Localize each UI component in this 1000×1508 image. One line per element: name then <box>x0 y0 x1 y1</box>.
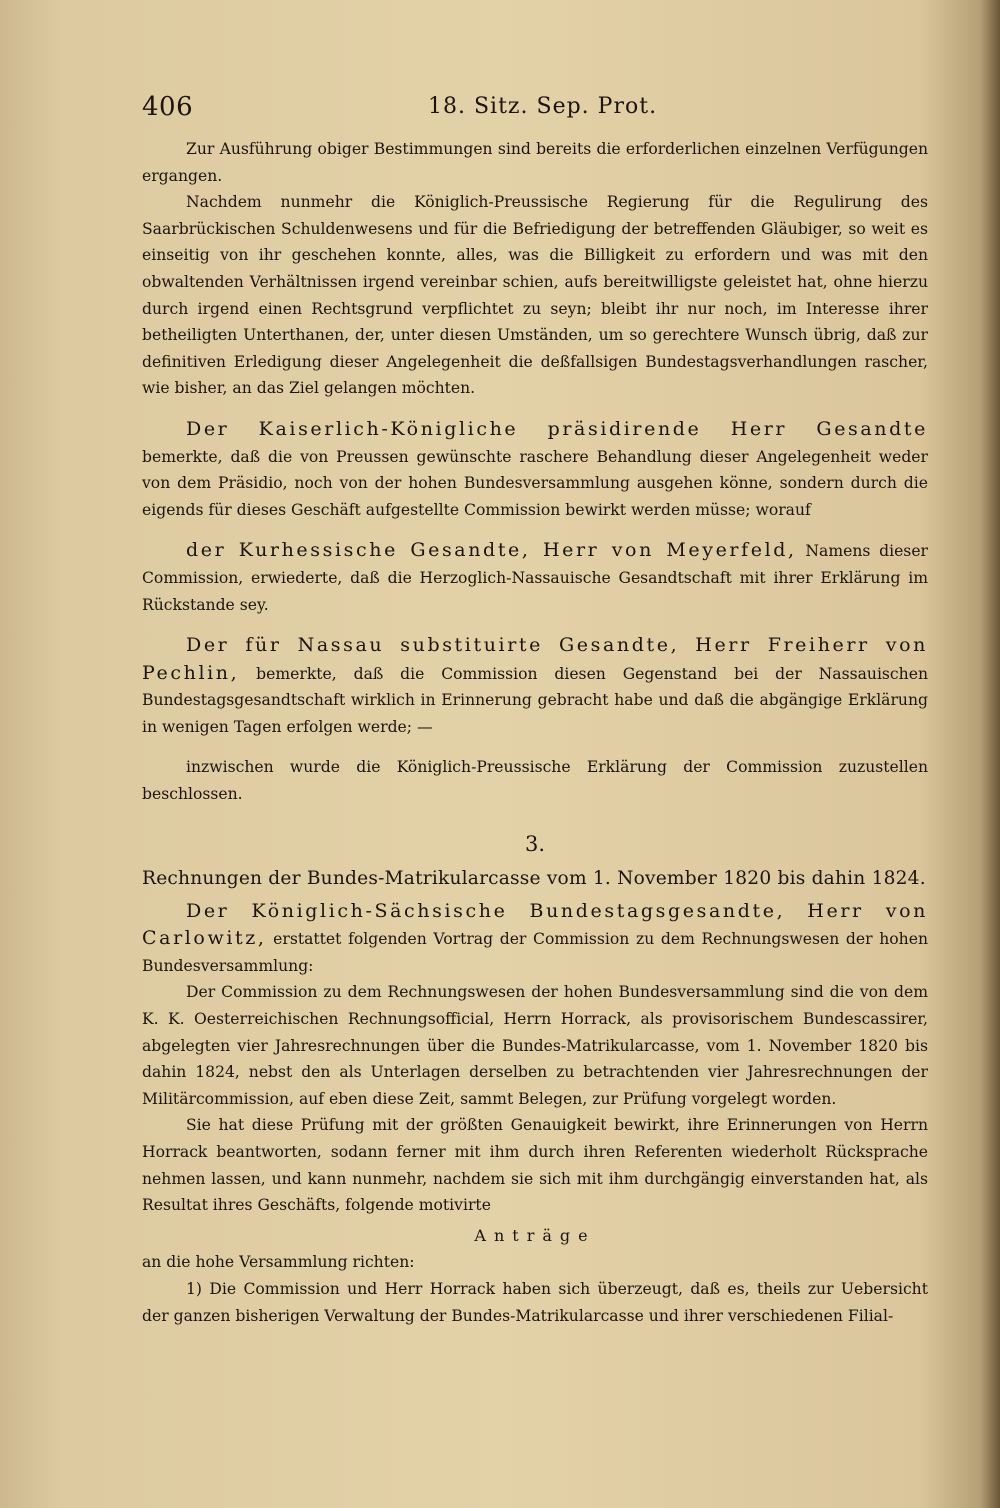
paragraph-7 <box>142 898 928 980</box>
paragraph-5 <box>142 632 928 740</box>
page-content <box>142 92 928 1329</box>
paragraph-9: Sie hat diese Prüfung mit der größten Genauigkeit bewirkt, ihre Erinnerungen von Herrn Horrack beantworten, sodann ferner mit ihm durch ihren Referenten wiederholt Rücksprache nehmen lassen, und kann nunmehr, nachdem sie sich mit ihm durchgängig einverstanden hat, als Resultat ihres Geschäfts, folgende motivirte <box>142 1116 928 1215</box>
paragraph-11: 1) Die Commission und Herr Horrack haben sich überzeugt, daß es, theils zur Uebersicht der ganzen bisherigen Verwaltung der Bundes-Matrikularcasse und ihrer verschiedenen Filial- <box>142 1279 928 1325</box>
paragraph-2: Nachdem nunmehr die Königlich-Preussische Regierung für die Regulirung des Saarbrückischen Schuldenwesens und für die Befriedigung der betreffenden Gläubiger, so weit es einseitig von ihr geschehen konnte, alles, was die Billigkeit zu erfordern und was mit den obwaltenden Verhältnissen irgend vereinbar schien, aufs bereitwilligste geleistet hat, ohne hierzu durch irgend einen Rechtsgrund verpflichtet zu seyn; bleibt ihr nur noch, im Interesse ihrer betheiligten Unterthanen, der, unter diesen Umständen, um so gerechtere Wunsch übrig, daß zur definitiven Erledigung dieser Angelegenheit die deßfallsigen Bundestagsverhandlungen rascher, wie bisher, an das Ziel gelangen möchten. <box>142 193 928 398</box>
paragraph-4-text: Namens dieser Commission, erwiederte, daß die Herzoglich-Nassauische Gesandtschaft mit ihrer Erklärung im Rückstande sey. <box>142 542 928 614</box>
antraege-heading: Anträge <box>474 1225 596 1245</box>
section-number: 3. <box>524 831 546 856</box>
speaker-kurhessen-envoy: der Kurhessische Gesandte, Herr von Meyerfeld, <box>186 539 797 562</box>
paragraph-10: an die hohe Versammlung richten: <box>142 1253 415 1272</box>
speaker-nassau-envoy: Der für Nassau substituirte Gesandte, Herr Freiherr von Pechlin, <box>142 634 928 684</box>
page-header <box>142 92 928 136</box>
paragraph-5-text: bemerkte, daß die Commission diesen Gegenstand bei der Nassauischen Bundestagsgesandtschaft wirklich in Erinnerung gebracht habe und daß die abgängige Erklärung in wenigen Tagen erfolgen werde; — <box>142 664 928 736</box>
paragraph-4 <box>142 537 928 618</box>
paragraph-3 <box>142 416 928 523</box>
paragraph-8: Der Commission zu dem Rechnungswesen der hohen Bundesversammlung sind die von dem K. K. Oesterreichischen Rechnungsofficial, Herrn Horrack, als provisorischem Bundescassirer, abgelegten vier Jahresrechnungen über die Bundes-Matrikularcasse, vom 1. November 1820 bis dahin 1824, nebst den als Unterlagen derselben zu betrachtenden vier Jahresrechnungen der Militärcommission, auf eben diese Zeit, sammt Belegen, zur Prüfung vorgelegt worden. <box>142 983 928 1108</box>
section-title: Rechnungen der Bundes-Matrikularcasse vom 1. November 1820 bis dahin 1824. <box>142 867 926 889</box>
speaker-saxony-envoy: Der Königlich-Sächsische Bundestagsgesandte, Herr von Carlowitz, <box>142 899 928 950</box>
paragraph-3-text: bemerkte, daß die von Preussen gewünschte raschere Behandlung dieser Angelegenheit weder von dem Präsidio, noch von der hohen Bundesversammlung ausgehen könne, sondern durch die eigends für dieses Geschäft aufgestellte Commission bewirkt werden müsse; worauf <box>142 447 928 519</box>
paragraph-7-text: erstattet folgenden Vortrag der Commission zu dem Rechnungswesen der hohen Bundesversammlung: <box>142 930 928 975</box>
page-number: 406 <box>142 92 194 122</box>
paragraph-6: inzwischen wurde die Königlich-Preussische Erklärung der Commission zuzustellen beschlossen. <box>142 758 928 804</box>
paragraph-1: Zur Ausführung obiger Bestimmungen sind bereits die erforderlichen einzelnen Verfügungen ergangen. <box>142 140 928 185</box>
running-title: 18. Sitz. Sep. Prot. <box>428 94 658 119</box>
speaker-presiding-envoy: Der Kaiserlich-Königliche präsidirende Herr Gesandte <box>186 417 928 440</box>
